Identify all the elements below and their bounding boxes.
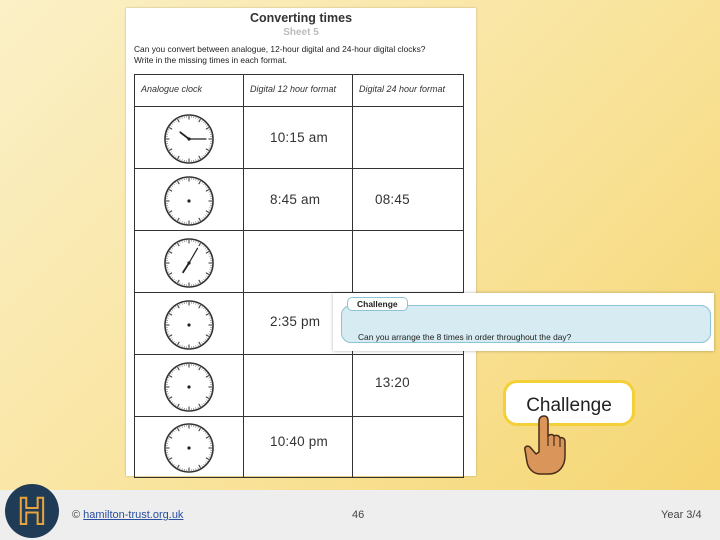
challenge-question: Can you arrange the 8 times in order throughout the day? [358,332,572,342]
row-4-12-hour: 2:35 pm [270,314,321,329]
row-6-12-hour: 10:40 pm [270,434,328,449]
challenge-button[interactable]: Challenge [503,380,635,426]
page-number: 46 [352,509,365,521]
instructions-line-1: Can you convert between analogue, 12-hour digital and 24-hour digital clocks? [134,44,426,54]
challenge-tab-label: Challenge [347,297,408,311]
worksheet-subtitle: Sheet 5 [283,27,319,38]
header-24-hour: Digital 24 hour format [359,84,446,94]
analogue-clock [162,360,216,414]
hamilton-logo-icon [3,483,61,539]
copyright-symbol: © [72,509,81,521]
worksheet-instructions [134,44,469,66]
row-2-24-hour: 08:45 [375,192,410,207]
analogue-clock [162,236,216,290]
copyright-link[interactable]: hamilton-trust.org.uk [83,509,184,521]
worksheet [126,8,476,476]
pointing-hand-icon [522,414,568,476]
row-1-12-hour: 10:15 am [270,130,328,145]
challenge-panel [333,293,714,351]
analogue-clock [162,298,216,352]
header-12-hour: Digital 12 hour format [250,84,337,94]
analogue-clock [162,174,216,228]
instructions-line-2: Write in the missing times in each format. [134,55,287,65]
year-label: Year 3/4 [661,509,702,521]
copyright [72,509,183,521]
header-analogue: Analogue clock [141,84,203,94]
row-2-12-hour: 8:45 am [270,192,321,207]
row-5-24-hour: 13:20 [375,375,410,390]
conversion-table [134,74,464,478]
worksheet-title: Converting times [249,11,353,25]
analogue-clock [162,421,216,475]
analogue-clock [162,112,216,166]
logo-letter: H [18,491,46,533]
